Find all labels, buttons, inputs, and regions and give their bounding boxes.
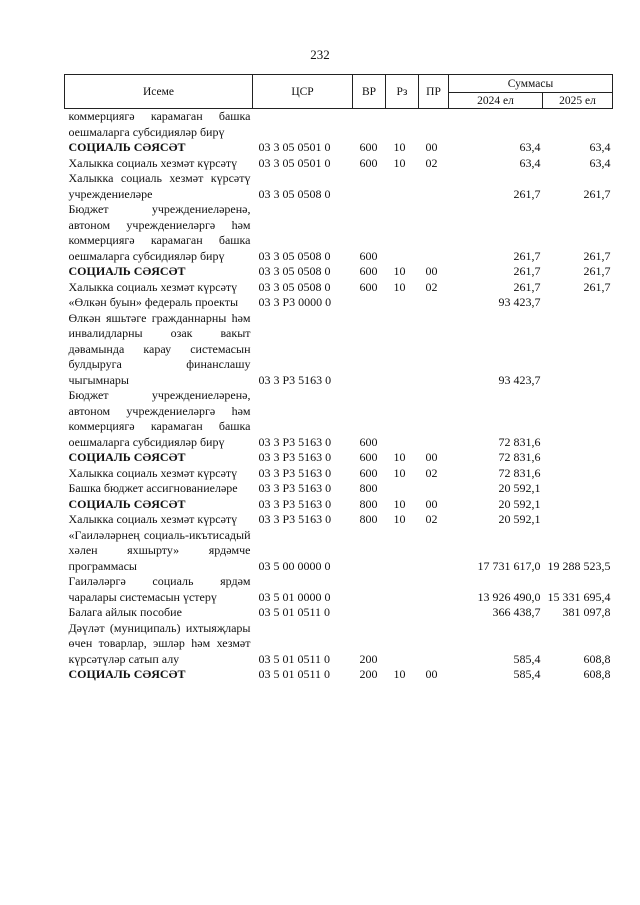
- row-csr: 03 3 05 0508 0: [258, 186, 331, 201]
- row-name: Халыкка социаль хезмәт күрсәтү: [68, 465, 238, 480]
- row-name: Өлкән яшьтәге гражданнарны һәм инвалидларны озак вакыт дәвамында карау системасын булдыруга финанслашу чыгымнары: [68, 310, 251, 387]
- row-vr: [353, 605, 386, 621]
- row-sum-2025: 608,8: [583, 667, 611, 681]
- row-rz: [386, 109, 419, 141]
- row-pr: [419, 295, 449, 311]
- row-csr: 03 3 05 0508 0: [258, 279, 331, 294]
- row-sum-2025: [543, 481, 613, 497]
- row-name-cell: [65, 450, 253, 466]
- row-vr: [353, 171, 386, 202]
- header-name: Исеме: [65, 75, 253, 109]
- row-name: Дәүләт (муниципаль) ихтыяҗлары өчен товарлар, эшләр һәм хезмәт күрсәтүләр сатып алу: [68, 620, 251, 666]
- row-pr: 02: [425, 465, 438, 480]
- row-name: Халыкка социаль хезмәт күрсәтү учреждениеләре: [68, 171, 251, 201]
- row-sum-2025: [543, 450, 613, 466]
- row-vr: 800: [359, 481, 378, 495]
- row-name-cell: [65, 295, 253, 311]
- row-name: Башка бюджет ассигнованиеләре: [68, 481, 238, 495]
- row-sum-2025: 15 331 695,4: [547, 589, 611, 604]
- row-rz: 10: [393, 512, 406, 526]
- row-sum-2025: 261,7: [583, 279, 611, 294]
- table-row: [65, 295, 613, 311]
- row-csr: 03 3 05 0508 0: [258, 264, 331, 278]
- row-vr: [353, 311, 386, 389]
- row-sum-2025: 261,7: [583, 264, 611, 278]
- row-vr: 600: [359, 264, 378, 278]
- row-csr: 03 3 05 0508 0: [258, 248, 331, 263]
- table-row: [65, 497, 613, 513]
- row-csr: 03 5 01 0511 0: [258, 651, 331, 666]
- row-pr: 00: [425, 140, 438, 154]
- table-row: [65, 512, 613, 528]
- row-pr: 00: [425, 667, 438, 681]
- table-row: [65, 388, 613, 450]
- row-name-cell: [65, 264, 253, 280]
- row-csr: 03 3 05 0501 0: [258, 140, 331, 154]
- page-number: 232: [310, 47, 330, 62]
- row-vr: [353, 295, 386, 311]
- row-pr: [419, 574, 449, 605]
- row-pr: [419, 621, 449, 668]
- table-header: [65, 75, 613, 109]
- table-row: [65, 109, 613, 141]
- row-rz: [386, 528, 419, 575]
- row-vr: [353, 574, 386, 605]
- row-pr: 00: [425, 450, 438, 464]
- row-sum-2024: 72 831,6: [498, 465, 541, 480]
- row-sum-2025: 261,7: [583, 248, 611, 263]
- table-row: [65, 311, 613, 389]
- row-name-cell: [65, 140, 253, 156]
- row-name: Бюджет учреждениеләренә, автоном учреждениеләргә һәм коммерциягә карамаган башка оешмаларга субсидияләр бирү: [68, 202, 251, 263]
- row-pr: [419, 171, 449, 202]
- row-sum-2024: 63,4: [519, 155, 541, 170]
- row-csr: 03 5 00 0000 0: [258, 558, 331, 573]
- row-csr: 03 3 P3 5163 0: [258, 481, 332, 495]
- row-rz: 10: [393, 465, 406, 480]
- row-pr: [419, 109, 449, 141]
- row-rz: [386, 621, 419, 668]
- row-sum-2025: 19 288 523,5: [547, 558, 611, 573]
- header-year-2024: 2024 ел: [449, 93, 543, 109]
- row-rz: 10: [393, 264, 406, 278]
- row-sum-2025: [543, 388, 613, 450]
- table-row: [65, 667, 613, 683]
- row-vr: 600: [359, 155, 378, 170]
- row-vr: 200: [359, 651, 378, 666]
- row-csr: 03 3 P3 5163 0: [258, 512, 332, 526]
- row-name: СОЦИАЛЬ СӘЯСӘТ: [68, 140, 186, 154]
- row-rz: 10: [393, 140, 406, 154]
- row-sum-2025: [543, 497, 613, 513]
- row-vr: 600: [359, 140, 378, 154]
- row-rz: 10: [393, 496, 406, 511]
- table-row: [65, 280, 613, 296]
- row-sum-2024: 585,4: [513, 651, 541, 666]
- table-row: [65, 171, 613, 202]
- row-name-cell: [65, 280, 253, 296]
- row-sum-2025: [543, 295, 613, 311]
- row-sum-2025: [543, 109, 613, 141]
- row-name: Балага айлык пособие: [68, 605, 182, 619]
- row-name: Халыкка социаль хезмәт күрсәтү: [68, 279, 238, 294]
- row-csr: 03 5 01 0000 0: [258, 589, 331, 604]
- row-rz: [386, 574, 419, 605]
- row-vr: [353, 109, 386, 141]
- row-csr: 03 3 P3 5163 0: [258, 465, 332, 480]
- header-rz: Рз: [386, 75, 419, 109]
- table-row: [65, 605, 613, 621]
- row-name: Халыкка социаль хезмәт күрсәтү: [68, 512, 238, 526]
- budget-table: [64, 74, 613, 683]
- row-name: «Өлкән буын» федераль проекты: [68, 295, 239, 309]
- header-vr: ВР: [353, 75, 386, 109]
- row-rz: 10: [393, 155, 406, 170]
- row-sum-2024: 93 423,7: [498, 372, 541, 387]
- row-rz: 10: [393, 279, 406, 294]
- row-name-cell: [65, 171, 253, 202]
- row-sum-2024: 20 592,1: [498, 481, 541, 495]
- row-sum-2024: 72 831,6: [498, 450, 541, 464]
- row-name-cell: [65, 311, 253, 389]
- row-name-cell: [65, 466, 253, 482]
- row-sum-2024: 72 831,6: [498, 434, 541, 449]
- row-rz: [386, 388, 419, 450]
- row-csr: 03 5 01 0511 0: [258, 605, 331, 619]
- row-rz: [386, 481, 419, 497]
- row-sum-2024: 366 438,7: [492, 605, 541, 619]
- row-pr: [419, 202, 449, 264]
- row-pr: 02: [425, 155, 438, 170]
- row-vr: 600: [359, 248, 378, 263]
- row-name-cell: [65, 667, 253, 683]
- row-name: СОЦИАЛЬ СӘЯСӘТ: [68, 264, 186, 278]
- row-csr: 03 3 P3 5163 0: [258, 496, 332, 511]
- table-body: [65, 109, 613, 683]
- row-vr: 800: [359, 496, 378, 511]
- row-rz: [386, 295, 419, 311]
- row-name-cell: [65, 574, 253, 605]
- row-name-cell: [65, 605, 253, 621]
- row-csr: 03 3 P3 0000 0: [258, 295, 332, 309]
- row-sum-2025: 608,8: [583, 651, 611, 666]
- row-sum-2024: 93 423,7: [498, 295, 541, 309]
- row-sum-2024: 20 592,1: [498, 496, 541, 511]
- row-name-cell: [65, 156, 253, 172]
- row-name-cell: [65, 621, 253, 668]
- row-pr: 00: [425, 264, 438, 278]
- row-vr: 600: [359, 450, 378, 464]
- row-csr: [253, 109, 353, 141]
- row-pr: [419, 605, 449, 621]
- row-csr: 03 3 P3 5163 0: [258, 372, 332, 387]
- row-sum-2024: [449, 109, 543, 141]
- table-row: [65, 621, 613, 668]
- table-row: [65, 140, 613, 156]
- row-name-cell: [65, 512, 253, 528]
- row-sum-2025: [543, 512, 613, 528]
- row-rz: [386, 605, 419, 621]
- row-sum-2024: 13 926 490,0: [477, 589, 541, 604]
- table-row: [65, 156, 613, 172]
- header-sums: Суммасы: [449, 75, 613, 93]
- table-row: [65, 466, 613, 482]
- row-name-cell: [65, 109, 253, 141]
- row-name: Бюджет учреждениеләренә, автоном учреждениеләргә һәм коммерциягә карамаган башка оешмаларга субсидияләр бирү: [68, 388, 251, 449]
- row-sum-2024: 261,7: [513, 186, 541, 201]
- row-name: СОЦИАЛЬ СӘЯСӘТ: [68, 450, 186, 464]
- row-sum-2025: 63,4: [589, 140, 611, 154]
- row-name: Гаиләләргә социаль ярдәм чаралары системасын үстерү: [68, 574, 251, 604]
- row-vr: 600: [359, 279, 378, 294]
- table-row: [65, 202, 613, 264]
- row-pr: 02: [425, 279, 438, 294]
- row-name-cell: [65, 202, 253, 264]
- row-pr: [419, 481, 449, 497]
- row-name-cell: [65, 497, 253, 513]
- row-rz: 10: [393, 450, 406, 464]
- row-csr: 03 3 P3 5163 0: [258, 450, 332, 464]
- row-sum-2024: 63,4: [519, 140, 541, 154]
- row-name-cell: [65, 388, 253, 450]
- row-sum-2025: 63,4: [589, 155, 611, 170]
- table-row: [65, 481, 613, 497]
- row-sum-2024: 585,4: [513, 667, 541, 681]
- row-name-cell: [65, 528, 253, 575]
- row-vr: [353, 528, 386, 575]
- table-row: [65, 528, 613, 575]
- row-csr: 03 3 05 0501 0: [258, 155, 331, 170]
- row-sum-2025: [543, 466, 613, 482]
- row-pr: [419, 388, 449, 450]
- row-sum-2024: 261,7: [513, 279, 541, 294]
- row-name: Халыкка социаль хезмәт күрсәтү: [68, 155, 238, 170]
- table-row: [65, 574, 613, 605]
- row-sum-2024: 20 592,1: [498, 512, 541, 526]
- header-pr: ПР: [419, 75, 449, 109]
- row-sum-2024: 17 731 617,0: [477, 558, 541, 573]
- header-year-2025: 2025 ел: [543, 93, 613, 109]
- row-vr: 200: [359, 667, 378, 681]
- table-row: [65, 450, 613, 466]
- table-row: [65, 264, 613, 280]
- row-sum-2024: 261,7: [513, 264, 541, 278]
- row-sum-2024: 261,7: [513, 248, 541, 263]
- row-pr: 00: [425, 496, 438, 511]
- row-vr: 600: [359, 465, 378, 480]
- row-name: СОЦИАЛЬ СӘЯСӘТ: [68, 667, 186, 681]
- row-name: СОЦИАЛЬ СӘЯСӘТ: [68, 496, 186, 511]
- row-csr: 03 3 P3 5163 0: [258, 434, 332, 449]
- row-name-cell: [65, 481, 253, 497]
- row-sum-2025: 381 097,8: [562, 605, 611, 619]
- row-pr: 02: [425, 512, 438, 526]
- header-csr: ЦСР: [253, 75, 353, 109]
- row-rz: [386, 202, 419, 264]
- row-vr: 600: [359, 434, 378, 449]
- row-vr: 800: [359, 512, 378, 526]
- row-sum-2025: 261,7: [583, 186, 611, 201]
- row-name: «Гаиләләрнең социаль-икътисадый хәлен яхшырту» ярдәмче программасы: [68, 527, 251, 573]
- row-rz: 10: [393, 667, 406, 681]
- row-rz: [386, 311, 419, 389]
- row-pr: [419, 311, 449, 389]
- row-rz: [386, 171, 419, 202]
- row-name: коммерциягә карамаган башка оешмаларга субсидияләр бирү: [68, 109, 251, 139]
- row-pr: [419, 528, 449, 575]
- row-csr: 03 5 01 0511 0: [258, 667, 331, 681]
- row-sum-2025: [543, 311, 613, 389]
